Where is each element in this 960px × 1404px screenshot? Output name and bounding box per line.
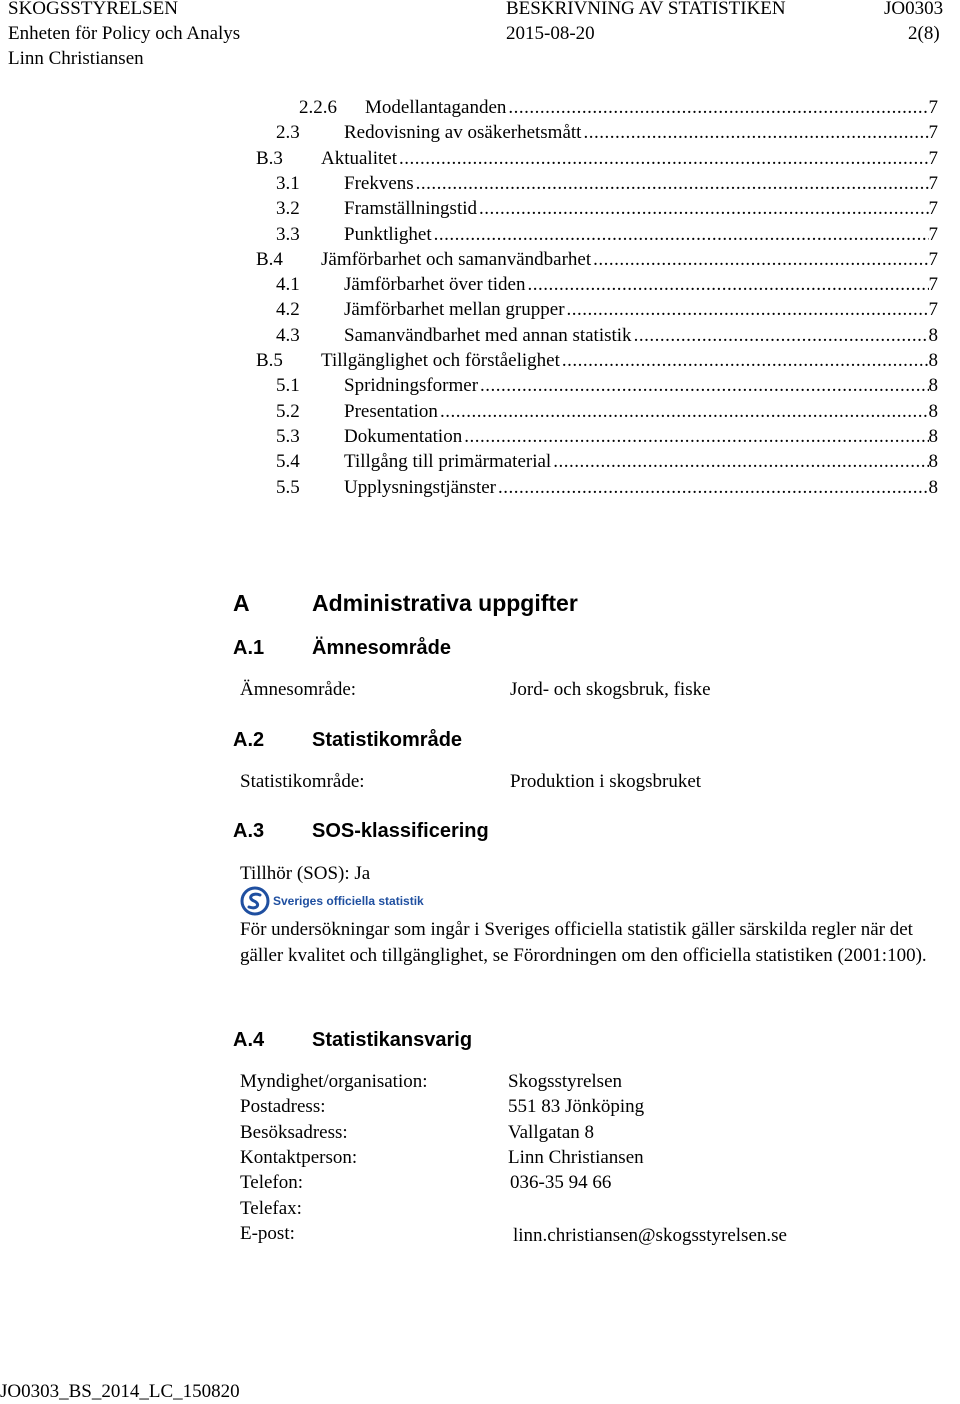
toc-entry-title: Jämförbarhet mellan grupper [344,299,565,321]
a4-number: A.4 [233,1029,265,1051]
header-org: SKOGSSTYRELSEN [8,0,178,19]
contact-value: Skogsstyrelsen [508,1071,622,1092]
toc-entry-title: Upplysningstjänster [344,476,496,498]
toc-entry[interactable] [0,374,960,398]
a3-number: A.3 [233,820,265,842]
toc-leader-dots [593,248,928,272]
toc-entry-number: 3.1 [276,172,300,194]
toc-entry-title: Modellantaganden [365,97,507,118]
toc-entry-title: Spridningsformer [344,375,479,397]
toc-entry-number: 4.1 [276,274,300,296]
toc-entry[interactable] [0,197,960,221]
header-doc-type: BESKRIVNING AV STATISTIKEN [506,0,786,19]
toc-entry-page: 7 [928,248,938,270]
toc-entry[interactable] [0,450,960,474]
a3-title: SOS-klassificering [312,820,489,842]
toc-entry-page: 7 [928,122,938,144]
a4-title: Statistikansvarig [312,1029,473,1051]
toc-entry-page: 8 [928,324,938,346]
toc-leader-dots [583,121,928,145]
toc-entry-number: 5.1 [276,375,300,397]
toc-leader-dots [480,374,928,398]
toc-entry-title: Redovisning av osäkerhetsmått [344,122,582,144]
toc-leader-dots [498,476,929,500]
a2-label: Statistikområde: [240,771,365,792]
contact-value: 551 83 Jönköping [508,1096,645,1118]
toc-entry[interactable] [0,298,960,322]
toc-leader-dots [553,450,928,474]
contact-label: Besöksadress: [240,1121,348,1143]
toc-leader-dots [479,197,929,221]
contact-label: Postadress: [240,1096,326,1118]
toc-entry-number: 3.2 [276,198,300,220]
footer-doc-ref: JO0303_BS_2014_LC_150820 [0,1381,240,1402]
toc-entry-title: Framställningstid [344,198,477,220]
toc-entry-title: Jämförbarhet och samanvändbarhet [321,248,592,270]
toc-entry-page: 8 [928,400,938,422]
sos-logo-text: Sveriges officiella statistik [273,894,424,908]
a2-title: Statistikområde [312,729,463,751]
header-unit: Enheten för Policy och Analys [8,23,241,44]
toc-entry[interactable] [0,273,960,297]
toc-leader-dots [399,147,929,171]
toc-entry-title: Samanvändbarhet med annan statistik [344,324,632,346]
toc-entry[interactable] [0,121,960,145]
header-doc-id: JO0303 [884,0,944,19]
toc-entry-number: 4.2 [276,299,300,321]
toc-entry[interactable] [0,349,960,373]
toc-leader-dots [527,273,928,297]
toc-entry-number: 5.5 [276,476,300,498]
toc-entry-title: Dokumentation [344,425,463,447]
toc-entry-page: 8 [928,451,938,473]
toc-entry-page: 8 [928,350,938,371]
contact-value: Vallgatan 8 [508,1121,595,1143]
toc-entry-number: 5.2 [276,400,300,422]
toc-entry-page: 7 [928,198,938,220]
a1-number: A.1 [233,637,265,659]
toc-entry[interactable] [0,147,960,171]
toc-leader-dots [508,96,928,120]
toc-entry-number: B.5 [256,350,283,371]
toc-entry-page: 8 [928,375,938,397]
toc-entry-page: 7 [928,172,938,194]
toc-leader-dots [567,298,929,322]
toc-entry-page: 8 [928,425,938,447]
header-page-number: 2(8) [908,23,940,44]
a1-label: Ämnesområde: [240,679,357,700]
toc-entry-title: Frekvens [344,172,414,194]
toc-entry-number: 4.3 [276,324,300,346]
toc-entry-page: 7 [928,97,938,118]
section-a-number: A [233,590,250,616]
toc-entry[interactable] [0,96,960,120]
a2-number: A.2 [233,729,265,751]
contact-label: Myndighet/organisation: [240,1071,428,1092]
toc-entry-number: B.3 [256,147,283,169]
a3-paragraph: För undersökningar som ingår i Sveriges officiella statistik gäller särskilda regler när det gäller kvalitet och tillgänglighet, se Förordningen om den officiella statistiken (2001:100). [240,919,927,966]
toc-entry-title: Punktlighet [344,223,432,245]
contact-label: E-post: [240,1222,295,1244]
toc-entry[interactable] [0,248,960,272]
toc-entry-page: 7 [928,147,938,169]
toc-entry-title: Jämförbarhet över tiden [344,274,526,296]
contact-value: Linn Christiansen [508,1146,644,1168]
section-a-title: Administrativa uppgifter [312,590,578,616]
toc-entry-title: Tillgänglighet och förståelighet [321,350,560,371]
toc-entry[interactable] [0,476,960,500]
toc-entry[interactable] [0,324,960,348]
a1-value: Jord- och skogsbruk, fiske [510,679,711,700]
contact-label: Kontaktperson: [240,1146,358,1168]
toc-leader-dots [634,324,929,348]
a3-belongs: Tillhör (SOS): Ja [240,863,371,884]
toc-entry-title: Presentation [344,400,438,422]
toc-entry-number: B.4 [256,248,283,270]
contact-label: Telefax: [240,1197,302,1219]
toc-entry-number: 5.3 [276,425,300,447]
sos-logo [240,886,424,916]
toc-entry[interactable] [0,425,960,449]
toc-leader-dots [464,425,928,449]
toc-entry-page: 7 [928,274,938,296]
toc-entry[interactable] [0,400,960,424]
toc-entry-number: 3.3 [276,223,300,245]
contact-value[interactable]: linn.christiansen@skogsstyrelsen.se [513,1224,787,1246]
toc-entry-number: 2.2.6 [299,97,337,118]
contact-value: 036-35 94 66 [510,1172,612,1194]
a2-value: Produktion i skogsbruket [510,771,702,792]
toc-entry[interactable] [0,223,960,247]
toc-leader-dots [434,223,929,247]
toc-entry-page: 7 [928,223,938,245]
toc-entry[interactable] [0,172,960,196]
toc-entry-number: 2.3 [276,122,300,144]
toc-leader-dots [562,349,929,373]
toc-entry-number: 5.4 [276,451,300,473]
contact-label: Telefon: [240,1172,304,1194]
toc-entry-page: 7 [928,299,938,321]
sos-logo-icon [240,886,270,916]
header-author: Linn Christiansen [8,48,144,69]
toc-entry-title: Aktualitet [321,147,397,169]
toc-entry-page: 8 [928,476,938,498]
toc-leader-dots [440,400,929,424]
toc-leader-dots [416,172,929,196]
toc-entry-title: Tillgång till primärmaterial [344,451,552,473]
a1-title: Ämnesområde [312,637,451,659]
header-date: 2015-08-20 [506,23,595,44]
